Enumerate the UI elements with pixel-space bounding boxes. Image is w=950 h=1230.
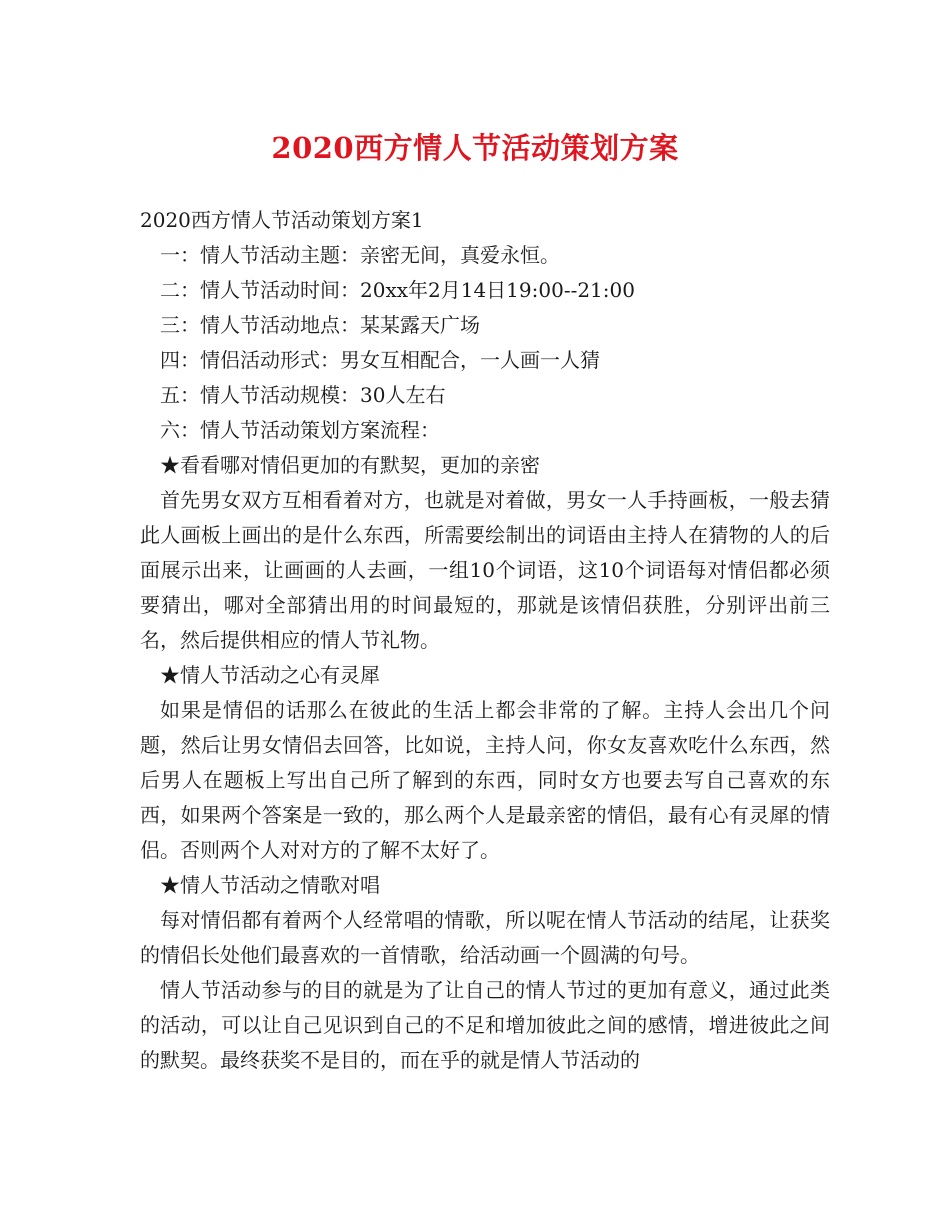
item-time: 二：情人节活动时间：20xx年2月14日19:00--21:00 — [160, 278, 635, 302]
closing-paragraph: 情人节活动参与的目的就是为了让自己的情人节过的更加有意义，通过此类的活动，可以让自己见识到自己的不足和增加彼此之间的感情，增进彼此之间的默契。最终获奖不是目的，而在乎的就是情人节活动的 — [140, 978, 830, 1072]
section-paragraph: 如果是情侣的话那么在彼此的生活上都会非常的了解。主持人会出几个问题，然后让男女情侣去回答，比如说，主持人问，你女友喜欢吃什么东西，然后男人在题板上写出自己所了解到的东西，同时女方也要去写自己喜欢的东西，如果两个答案是一致的，那么两个人是最亲密的情侣，最有心有灵犀的情侣。否则两个人对对方的了解不太好了。 — [140, 698, 830, 862]
item-theme: 一：情人节活动主题：亲密无间，真爱永恒。 — [160, 243, 560, 267]
item-scale: 五：情人节活动规模：30人左右 — [160, 383, 446, 407]
document-title: 2020西方情人节活动策划方案 — [271, 131, 679, 165]
section-paragraph: 首先男女双方互相看着对方，也就是对着做，男女一人手持画板，一般去猜此人画板上画出的是什么东西，所需要绘制出的词语由主持人在猜物的人的后面展示出来，让画画的人去画，一组10个词语，这10个词语每对情侣都必须要猜出，哪对全部猜出用的时间最短的，那就是该情侣获胜，分别评出前三名，然后提供相应的情人节礼物。 — [140, 488, 830, 652]
document-body — [140, 203, 830, 1078]
section-heading: ★情人节活动之心有灵犀 — [160, 663, 380, 687]
item-format: 四：情侣活动形式：男女互相配合，一人画一人猜 — [160, 348, 600, 372]
section-paragraph: 每对情侣都有着两个人经常唱的情歌，所以呢在情人节活动的结尾，让获奖的情侣长处他们最喜欢的一首情歌，给活动画一个圆满的句号。 — [140, 908, 830, 967]
document-subtitle: 2020西方情人节活动策划方案1 — [140, 208, 424, 232]
item-process: 六：情人节活动策划方案流程： — [160, 418, 440, 442]
item-location: 三：情人节活动地点：某某露天广场 — [160, 313, 480, 337]
section-heading: ★情人节活动之情歌对唱 — [160, 873, 380, 897]
section-heading: ★看看哪对情侣更加的有默契，更加的亲密 — [160, 453, 540, 477]
